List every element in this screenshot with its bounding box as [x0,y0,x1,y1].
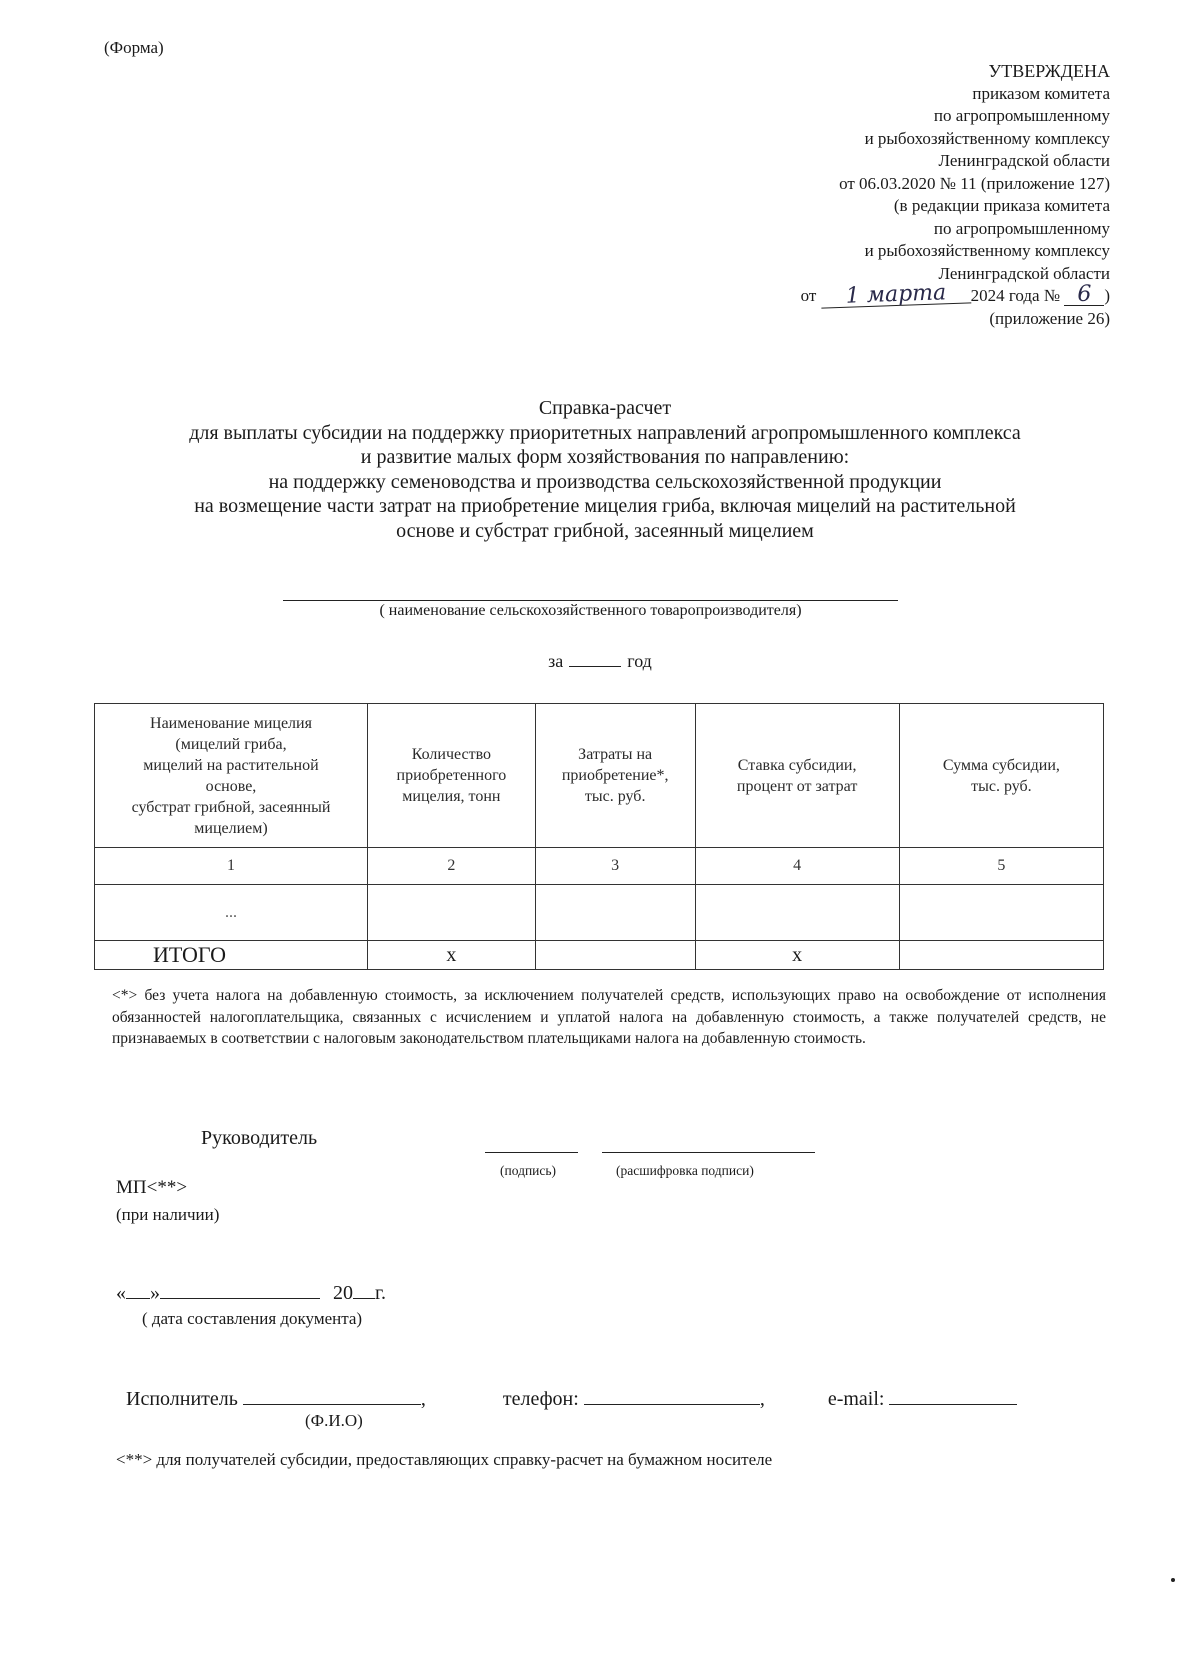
email-blank [889,1386,1017,1405]
day-blank [126,1280,150,1299]
total-cell [899,941,1103,970]
table-header-row [95,704,1104,848]
column-number: 4 [695,848,899,885]
form-label: (Форма) [104,38,164,57]
executor-blank [243,1386,421,1405]
column-number: 1 [95,848,368,885]
year-short-blank [353,1280,375,1299]
date-caption: ( дата составления документа) [142,1309,363,1328]
signature-line [485,1152,578,1153]
edition-prefix: от [800,286,817,305]
phone-label: телефон: [502,1388,579,1410]
edition-close: ) [1104,286,1110,305]
title-line: основе и субстрат грибной, засеянный мицелием [396,519,814,542]
edition-line [800,280,1110,309]
month-blank [160,1280,320,1299]
title-line: на возмещение части затрат на приобретение мицелия гриба, включая мицелий на растительной [194,495,1016,517]
year-prefix: за [548,651,564,671]
approval-line: (в редакции приказа комитета [893,196,1110,215]
table-cell [535,885,695,941]
title-line: и развитие малых форм хозяйствования по направлению: [360,446,850,468]
executor-label: Исполнитель [126,1388,238,1410]
approval-line: от 06.03.2020 № 11 (приложение 127) [839,173,1110,193]
edition-year: 2024 года № [970,286,1061,305]
producer-caption: ( наименование сельскохозяйственного товаропроизводителя) [283,600,898,620]
approval-line: по агропромышленному [933,106,1110,125]
approval-line: и рыбохозяйственному комплексу [864,241,1110,260]
title-main: Справка-расчет [538,397,672,419]
header-quantity: Количество приобретенного мицелия, тонн [367,704,535,848]
document-title [90,396,1120,543]
subsidy-table [94,703,1104,970]
total-label: ИТОГО [95,941,368,970]
total-cell: х [367,941,535,970]
signature-decoding-line [602,1152,815,1153]
appendix-label: (приложение 26) [989,308,1110,328]
signature-caption: (подпись) [500,1163,557,1178]
fio-caption: (Ф.И.О) [305,1411,363,1430]
handwritten-number: 6 [1064,285,1104,306]
footnote-paper: <**> для получателей субсидии, предоставляющих справку-расчет на бумажном носителе [116,1450,773,1469]
table-cell [695,885,899,941]
total-cell [535,941,695,970]
year-blank [569,666,621,667]
stamp-note: (при наличии) [116,1205,220,1224]
table-row-total [95,941,1104,970]
approval-line: по агропромышленному [933,218,1110,238]
table-cell: ... [95,885,368,941]
footnote-vat: <*> без учета налога на добавленную стоимость, за исключением получателей средств, использующих право на освобождение от исполнения обязанностей налогоплательщика, связанных с исчислением и уплатой налога на добавленную стоимость, а также получателей средств, не признаваемых в соответствии с налоговым законодательством плательщиками налога на добавленную стоимость. [112,987,1106,1047]
head-label: Руководитель [201,1127,318,1149]
year-line [0,651,1200,672]
table-cell [367,885,535,941]
header-mycelium-name: Наименование мицелия (мицелий гриба, мицелий на растительной основе, субстрат грибной, засеянный мицелием) [95,704,368,848]
title-line: для выплаты субсидии на поддержку приоритетных направлений агропромышленного комплекса [189,421,1021,444]
header-rate: Ставка субсидии, процент от затрат [695,704,899,848]
year-suffix: год [627,651,652,671]
approval-line: Ленинградской области [938,263,1110,283]
executor-row: Исполнитель , телефон: , e-mail: [126,1386,1086,1411]
approval-line: Ленинградской области [938,151,1110,170]
header-amount: Сумма субсидии, тыс. руб. [899,704,1103,848]
handwritten-date: 1 марта [820,282,971,308]
approval-line: приказом комитета [972,83,1110,103]
phone-blank [584,1386,760,1405]
table-row-numbers [95,848,1104,885]
column-number: 5 [899,848,1103,885]
email-label: e-mail: [827,1388,885,1410]
column-number: 2 [367,848,535,885]
stamp-label: МП<**> [116,1177,188,1198]
decoding-caption: (расшифровка подписи) [616,1163,754,1178]
approval-heading: УТВЕРЖДЕНА [988,61,1110,81]
title-line: на поддержку семеноводства и производства сельскохозяйственной продукции [268,470,942,493]
date-row: « » 20 г. [116,1282,386,1304]
approval-block [590,60,1110,330]
table-row-entries [95,885,1104,941]
header-costs: Затраты на приобретение*, тыс. руб. [535,704,695,848]
column-number: 3 [535,848,695,885]
table-cell [899,885,1103,941]
scan-speck [1171,1578,1175,1582]
approval-line: и рыбохозяйственному комплексу [864,128,1110,148]
total-cell: х [695,941,899,970]
